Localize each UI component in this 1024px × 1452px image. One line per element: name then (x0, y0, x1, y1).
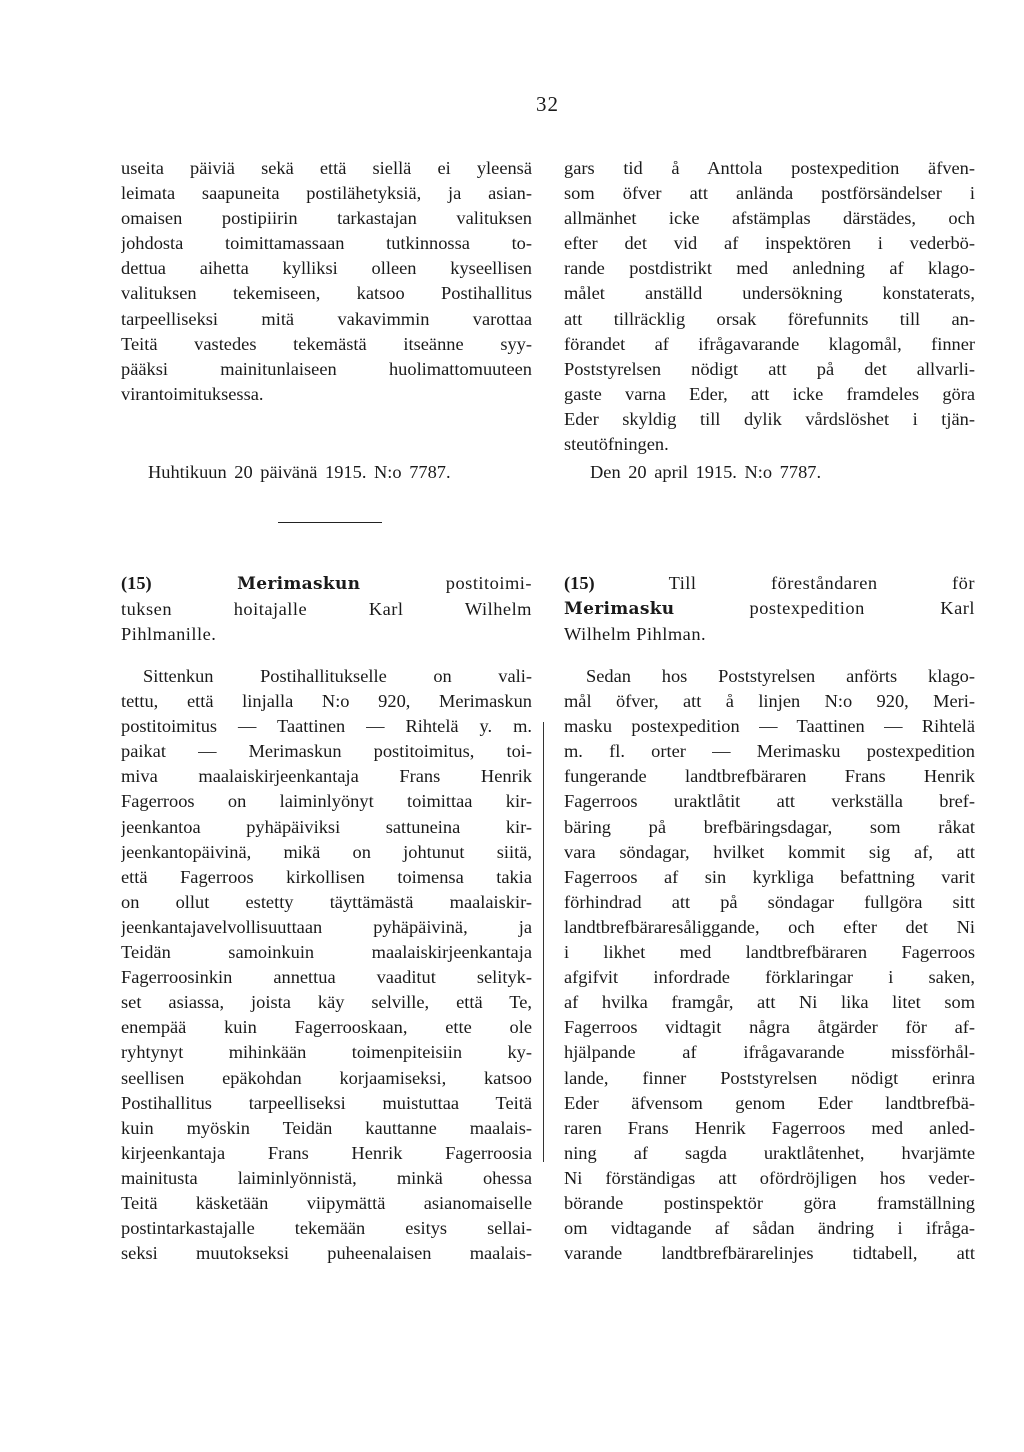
heading-line (564, 596, 975, 622)
text-line: on ollut estetty täyttämästä maalaiskir- (121, 891, 532, 912)
text-line: allmänhet icke afstämplas därstädes, och (564, 208, 975, 229)
text-line: leimata saapuneita postilähetyksiä, ja asian- (121, 183, 532, 204)
text-line: rande postdistrikt med anledning af klago- (564, 258, 975, 279)
heading-number: (15) (564, 573, 595, 593)
text-line: tarpeelliseksi mitä vakavimmin varottaa (121, 308, 532, 329)
heading-line (564, 571, 975, 596)
text-line: i likhet med landtbrefbäraren Fagerroos (564, 942, 975, 963)
text-line: hjälpande af ifrågavarande missförhål- (564, 1042, 975, 1063)
text-line: förandet af ifrågavarande klagomål, finner (564, 333, 975, 354)
text-line: seellisen epäkohdan korjaamiseksi, katsoo (121, 1067, 532, 1088)
text-line: mainitusta laiminlyönnistä, minkä ohessa (121, 1167, 532, 1188)
text-line: Teidän samoinkuin maalaiskirjeenkantaja (121, 942, 532, 963)
text-line: ryhtynyt mihinkään toimenpiteisiin ky- (121, 1042, 532, 1063)
text-line: useita päiviä sekä että siellä ei yleensä (121, 158, 532, 178)
text-line: ning af sagda uraktlåtenhet, hvarjämte (564, 1142, 975, 1163)
text-line: tettu, että linjalla N:o 920, Merimaskun (121, 691, 532, 712)
text-line: Teitä käsketään viipymättä asianomaiselle (121, 1192, 532, 1213)
text-line: mål öfver, att å linjen N:o 920, Meri- (564, 691, 975, 712)
heading-text: Till föreståndaren för (668, 573, 975, 593)
text-line: Fagerroosinkin annettua vaaditut selityk- (121, 967, 532, 988)
heading-number: (15) (121, 573, 152, 593)
text-line: gaste varna Eder, att icke framdeles göra (564, 383, 975, 404)
text-line: Ni förständigas att ofördröjligen hos veder- (564, 1167, 975, 1188)
text-line: postitoimitus — Taattinen — Rihtelä y. m. (121, 716, 532, 737)
text-line: landtbrefbäraresåliggande, och efter det Ni (564, 916, 975, 937)
text-line: Sedan hos Poststyrelsen anförts klago- (586, 666, 975, 686)
text-line: Teitä vastedes tekemästä itseänne syy- (121, 333, 532, 354)
text-line: raren Frans Henrik Fagerroos med anled- (564, 1117, 975, 1138)
text-line: Fagerroos vidtagit några åtgärder för af- (564, 1017, 975, 1038)
heading-line: Wilhelm Pihlman. (564, 624, 707, 645)
text-line: steutöfningen. (564, 434, 669, 455)
heading-place: Merimaskun (237, 574, 361, 594)
text-line: af hvilka framgår, att Ni lika litet som (564, 992, 975, 1013)
body-left-column (121, 664, 532, 1266)
text-line: om vidtagande af sådan ändring i ifråga- (564, 1218, 975, 1239)
text-line: Sittenkun Postihallitukselle on vali- (143, 666, 532, 686)
text-line: börande postinspektör göra framställning (564, 1192, 975, 1213)
text-line: bäring på brefbäringsdagar, som råkat (564, 816, 975, 837)
text-line: afgifvit infordrade förklaringar i saken, (564, 967, 975, 988)
text-line: målet anställd undersökning konstaterats, (564, 283, 975, 304)
text-line: som öfver att anlända postförsändelser i (564, 183, 975, 204)
text-line: jeenkantoa pyhäpäiviksi sattuneina kir- (121, 816, 532, 837)
heading-line: Pihlmanille. (121, 624, 217, 645)
text-line: vara söndagar, hvilket kommit sig af, att (564, 841, 975, 862)
text-line: jeenkantopäivinä, mikä on johtunut siitä, (121, 841, 532, 862)
text-line: miva maalaiskirjeenkantaja Frans Henrik (121, 766, 532, 787)
body-right-column (564, 664, 975, 1266)
text-line: att tillräcklig orsak förefunnits till an- (564, 308, 975, 329)
heading-left (121, 571, 532, 647)
heading-text: postitoimi- (445, 573, 532, 593)
text-line: johdosta toimittamassaan tutkinnossa to- (121, 233, 532, 254)
text-line: paikat — Merimaskun postitoimitus, toi- (121, 741, 532, 762)
text-line: fungerande landtbrefbäraren Frans Henrik (564, 766, 975, 787)
text-line: m. fl. orter — Merimasku postexpedition (564, 741, 975, 762)
text-line: dettua aihetta kylliksi olleen kyseellisen (121, 258, 532, 279)
dateline-left: Huhtikuun 20 päivänä 1915. N:o 7787. (148, 462, 451, 482)
text-line: enempää kuin Fagerrooskaan, ette ole (121, 1017, 532, 1038)
text-line: Postihallitus tarpeelliseksi muistuttaa Teitä (121, 1092, 532, 1113)
heading-right (564, 571, 975, 647)
text-line: varande landtbrefbärarelinjes tidtabell, att (564, 1243, 975, 1264)
text-line: kirjeenkantaja Frans Henrik Fagerroosia (121, 1142, 532, 1163)
text-line: Fagerroos on laiminlyönyt toimittaa kir- (121, 791, 532, 812)
heading-place: Merimasku (564, 599, 675, 620)
text-line: seksi muutokseksi puheenalaisen maalais- (121, 1243, 532, 1264)
dateline-right: Den 20 april 1915. N:o 7787. (590, 462, 822, 482)
text-line: postintarkastajalle tekemään esitys sellai- (121, 1218, 532, 1239)
text-line: efter det vid af inspektören i vederbö- (564, 233, 975, 254)
text-line: Fagerroos af sin kyrkliga befattning varit (564, 866, 975, 887)
text-line: Fagerroos uraktlåtit att verkställa bref- (564, 791, 975, 812)
text-line: Eder äfvensom genom Eder landtbrefbä- (564, 1092, 975, 1113)
section-separator (278, 522, 382, 523)
text-line: förhindrad att på söndagar fullgöra sitt (564, 891, 975, 912)
text-line: pääksi mainitunlaiseen huolimattomuuteen (121, 358, 532, 379)
text-line: masku postexpedition — Taattinen — Rihtelä (564, 716, 975, 737)
top-left-column (121, 156, 532, 407)
text-line: valituksen tekemiseen, katsoo Postihallitus (121, 283, 532, 304)
text-line: kuin myöskin Teidän kauttanne maalais- (121, 1117, 532, 1138)
page-number: 32 (536, 92, 559, 116)
text-line: virantoimituksessa. (121, 383, 264, 404)
heading-line (121, 571, 532, 597)
heading-text: postexpedition Karl (749, 598, 975, 619)
top-right-column (564, 156, 975, 457)
text-line: omaisen postipiirin tarkastajan valituksen (121, 208, 532, 229)
text-line: Eder skyldig till dylik vårdslöshet i tjän- (564, 408, 975, 429)
column-rule (543, 722, 544, 1162)
text-line: lande, finner Poststyrelsen nödigt erinra (564, 1067, 975, 1088)
text-line: gars tid å Anttola postexpedition äfven- (564, 158, 975, 178)
heading-line: tuksen hoitajalle Karl Wilhelm (121, 599, 532, 620)
text-line: set asiassa, joista käy selville, että Te, (121, 992, 532, 1013)
text-line: jeenkantajavelvollisuuttaan pyhäpäivinä, ja (121, 916, 532, 937)
text-line: Poststyrelsen nödigt att på det allvarli- (564, 358, 975, 379)
text-line: että Fagerroos kirkollisen toimensa takia (121, 866, 532, 887)
